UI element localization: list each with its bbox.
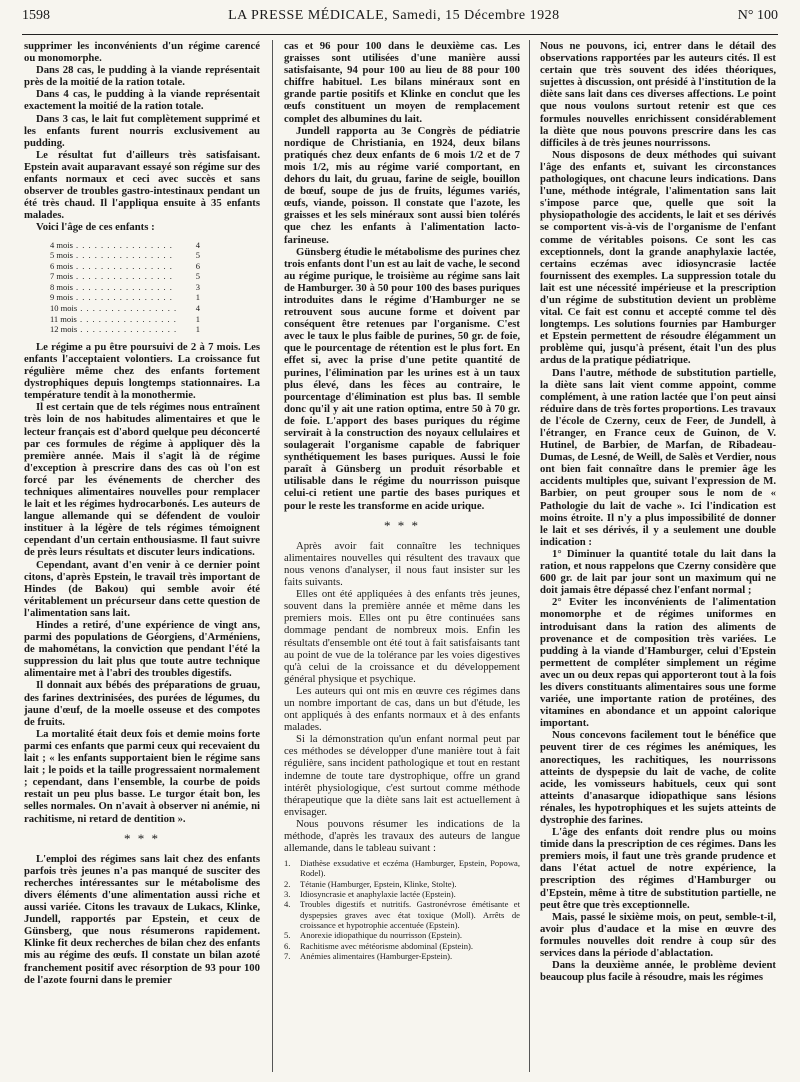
paragraph: Hindes a retiré, d'une expérience de vingt ans, parmi des populations de Géorgiens, d'Arméniens, de mahométans, la conviction que pendant l'été la suppression du lait plus que toute autre technique alimentaire met à l'abri des troubles digestifs.	[24, 619, 260, 680]
paragraph: Günsberg étudie le métabolisme des purines chez trois enfants dont l'un est au lait de vache, le second au régime purique, le troisième au régime sans lait de Hamburger. 30 à 50 pour 100 des bases puriques introduites dans le régime d'Hamburger ne se retrouvent sous aucune forme et doivent par conséquent être retenues par l'organisme. C'est avec le taux le plus faible de purines, 50 gr. de foie, que le pourcentage de rétention est le plus fort. En effet si, avec la prise d'une petite quantité de purines, l'élimination par les urines est à un taux plus élevé, dans les fèces au contraire, le pourcentage d'élimination est plus bas. Il semble donc qu'il y ait une ration optima, entre 50 à 70 gr. de foie. L'apport des bases puriques du régime servirait à la construction des noyaux cellulaires et soulagerait l'organisme capable de fabriquer synthétiquement les bases puriques. Aussi le foie paraît à Günsberg un produit résorbable et utilisable dans le régime du nourrisson puisque celui-ci retient une partie des bases puriques et pour le reste les transforme en acide urique.	[284, 245, 520, 512]
paragraph: Voici l'âge de ces enfants :	[36, 221, 155, 234]
age-row	[50, 250, 200, 261]
age-row	[50, 314, 200, 325]
paragraph: Dans 3 cas, le lait fut complètement supprimé et les enfants furent nourris exclusivement au pudding.	[24, 112, 260, 149]
age-label: 6 mois . . .	[50, 261, 188, 272]
item-number: 6.	[284, 940, 291, 951]
list-item	[284, 930, 520, 940]
paragraph: Nous pouvons résumer les indications de la méthode, d'après les travaux des auteurs de langue allemande, dans le tableau suivant :	[284, 817, 520, 855]
age-label: 11 mois . . .	[50, 314, 188, 325]
section-separator: * * *	[384, 517, 420, 533]
section-separator: * * *	[124, 830, 160, 846]
page-header	[22, 8, 778, 32]
paragraph: Si la démonstration qu'un enfant normal peut par ces méthodes se développer d'une manière tout à fait régulière, sans incident pathologique et tout en restant indemne de toute tare dystrophique, offre un grand intérêt physiologique, c'est surtout comme méthode thérapeutique que la diète sans lait est actuellement à envisager.	[284, 733, 520, 818]
paragraph: supprimer les inconvénients d'un régime carencé ou monomorphe.	[24, 40, 260, 65]
column-divider	[529, 40, 530, 1072]
age-row	[50, 261, 200, 272]
age-label: 10 mois . . .	[50, 303, 188, 314]
page-number: 1598	[22, 8, 50, 23]
age-count: 3	[195, 281, 200, 292]
paragraph: Nous disposons de deux méthodes qui suivant l'âge des enfants et, suivant les circonstances pathologiques, ont chacune leurs indications. Dans l'une, méthode intégrale, l'alimentation sans lait s'impose parce que, quelle que soit la physiopathologie des accidents, le lait et ses dérivés se comportent vis-à-vis de l'organisme de l'enfant comme de véritables poisons. Ce sont les cas exceptionnels, dont la grande anaphylaxie lactée, certains eczémas avec idiosyncrasie lactée fournissent des exemples. La suppression totale du lait est une nécessité impérieuse et la prescription d'un régime de substitution devient un problème vital. Ce fait est connu et accepté comme tel dès longtemps. Les solutions fournies par Hamburger et Epstein permettent de résoudre élégamment un problème qui, jusqu'à présent, était l'un des plus ardus de la pratique pédiatrique.	[540, 148, 776, 367]
age-row	[50, 282, 200, 293]
age-count: 1	[195, 292, 200, 303]
list-item	[284, 858, 520, 879]
paragraph: Dans l'autre, méthode de substitution partielle, la diète sans lait vient comme appoint, comme complément, à une ration lactée que l'on peut ainsi réduire dans de très fortes proportions. Les travaux de l'école de Czerny, ceux de Feer, de Jundell, à l'étranger, en France ceux de Guinon, de V. Hutinel, de Barbier, de Marfan, de Ribadeau-Dumas, de Lesné, de Weill, de Salès et Verdier, nous ont bien fait connaître dans le premier âge les accidents multiples que, suivant l'expression de M. Barbier, on peut grouper sous le nom de « Pathologie du lait de vache ». Ici l'indication est moins étroite. Il n'y a plus impossibilité de donner le lait et ses dérivés, il y a seulement une double indication :	[540, 366, 776, 548]
paragraph: Dans 28 cas, le pudding à la viande représentait près de la moitié de la ration totale.	[24, 64, 260, 89]
column-2	[284, 40, 520, 961]
paragraph: Il est certain que de tels régimes nous entraînent très loin de nos habitudes alimentaires et que le lecteur français est d'abord quelque peu déconcerté par ces formules de régime à appliquer dès la première année. Mais il s'agit là de régime d'exception à prescrire dans des cas où l'on est forcé par les événements de chercher des techniques alimentaires nouvelles pour remplacer le lait et les régimes hydrocarbonés. Les auteurs de langue allemande qui se défendent de vouloir instituer à la légère de tels régimes témoignent cependant d'un certain enthousiasme. Il faut suivre de près leurs résultats et discuter leurs indications.	[24, 401, 260, 559]
item-number: 1.	[284, 858, 291, 869]
item-text: Idiosyncrasie et anaphylaxie lactée (Epstein).	[300, 889, 456, 900]
item-text: Rachitisme avec météorisme abdominal (Epstein).	[300, 940, 474, 951]
age-row	[50, 303, 200, 314]
paragraph: Il donnait aux bébés des préparations de gruau, des farines dextrinisées, des purées de légumes, du jaune d'œuf, de la moelle osseuse et des compotes de fruits.	[24, 679, 260, 728]
column-3	[540, 40, 776, 983]
list-item	[284, 899, 520, 930]
age-count: 4	[195, 239, 200, 250]
age-label: 5 mois . . .	[50, 250, 188, 261]
age-count: 1	[195, 324, 200, 335]
age-count: 5	[195, 250, 200, 261]
age-count: 6	[195, 260, 200, 271]
age-label: 9 mois . . .	[50, 292, 188, 303]
item-text: Anémies alimentaires (Hamburger-Epstein).	[300, 950, 453, 961]
age-table	[50, 240, 260, 335]
list-item	[284, 879, 520, 889]
age-row	[50, 324, 200, 335]
item-text: Diathèse exsudative et eczéma (Hamburger, Epstein, Popowa, Rodel).	[300, 858, 520, 879]
paragraph: Cependant, avant d'en venir à ce dernier point citons, d'après Epstein, le travail très important de Hindes (de Bakou) qui semble avoir été véritablement un précurseur dans cette question de l'alimentation sans lait.	[24, 558, 260, 619]
paragraph: La mortalité était deux fois et demie moins forte parmi ces enfants que parmi ceux qui recevaient du lait ; « les enfants supportaient bien le régime sans lait ; le poids et la taille progressaient normalement ; cependant, dans l'ensemble, la courbe de poids restait un peu plus basse. Le turgor était bon, les selles normales. On n'avait à observer ni anémie, ni rachitisme, ni retard de dentition ».	[24, 727, 260, 825]
paragraph: cas et 96 pour 100 dans le deuxième cas. Les graisses sont utilisées d'une manière aussi satisfaisante, 94 pour 100 au lieu de 88 pour 100 chiffre habituel. Les bilans minéraux sont en grande partie positifs et Klinke en conclut que les œufs constituent un moyen de remplacement complet des albumines du lait.	[284, 40, 520, 125]
publication-title: LA PRESSE MÉDICALE, Samedi, 15 Décembre 1928	[228, 8, 560, 23]
paragraph: Nous ne pouvons, ici, entrer dans le détail des observations rapportées par les auteurs cités. Il est certain que très souvent des idées théoriques, sujettes à discussion, ont présidé à l'institution de la diète sans lait dans ces diverses affections. Le point que nous voulons surtout retenir est que ces formules nouvelles enrichissent considérablement la diète que nous pouvons prescrire dans les cas difficiles à de très jeunes nourrissons.	[540, 40, 776, 149]
age-count: 5	[195, 271, 200, 282]
list-item	[284, 889, 520, 899]
list-item	[284, 951, 520, 961]
paragraph: Nous concevons facilement tout le bénéfice que peuvent tirer de ces régimes les anémiques, les anorectiques, les rachitiques, les nourrissons atteints de dyspepsie du lait de vache, de colite acide, les vomisseurs habituels, ceux qui sont atteints d'anasarque idiopathique sans lésions rénales, les hypotrophiques et les sujets atteints de dystrophie des farines.	[540, 729, 776, 826]
paragraph: Elles ont été appliquées à des enfants très jeunes, souvent dans la première année et même dans les premiers mois. Elles ont pu être continuées sans dommage pendant de nombreux mois. Enfin les résultats d'ensemble ont été tout à fait satisfaisants tant au point de vue de la tolérance par les voies digestives qu'à celui de la croissance et du développement général physique et psychique.	[284, 588, 520, 685]
age-label: 4 mois . . .	[50, 240, 188, 251]
item-number: 7.	[284, 950, 291, 961]
column-1	[24, 40, 260, 986]
item-text: Tétanie (Hamburger, Epstein, Klinke, Stolte).	[300, 878, 457, 889]
paragraph: Le régime a pu être poursuivi de 2 à 7 mois. Les enfants l'acceptaient volontiers. La croissance fut régulière même chez des enfants fortement dystrophiques depuis longtemps stationnaires. La température tendit à la monothermie.	[24, 340, 260, 402]
item-number: 5.	[284, 930, 291, 941]
age-label: 7 mois . . .	[50, 271, 188, 282]
paragraph: Jundell rapporta au 3e Congrès de pédiatrie nordique de Christiania, en 1924, deux bilans pratiqués chez deux enfants de 6 mois 1/2 et de 7 mois 1/2, mis au régime varié comportant, en dehors du lait, du gruau, farine de seigle, bouillon de bœuf, soupe de jus de fruits, légumes variés, œufs, viande, poisson. Il constate que l'azote, les graisses et les sels minéraux sont aussi bien tolérés que chez les enfants à l'alimentation lacto-farineuse.	[284, 124, 520, 246]
item-number: 2.	[284, 878, 291, 889]
age-row	[50, 292, 200, 303]
paragraph: Les auteurs qui ont mis en œuvre ces régimes dans un nombre important de cas, dans un but d'étude, les ont appliqués à des enfants normaux et à des enfants malades.	[284, 684, 520, 734]
age-row	[50, 240, 200, 251]
item-text: Troubles digestifs et nutritifs. Gastronévrose émétisante et dyspepsies graves avec état toxique (Moll). Arrêts de croissance et hypotrophie accentuée (Epstein).	[300, 899, 520, 930]
age-label: 12 mois . . .	[50, 324, 188, 335]
paragraph: Dans 4 cas, le pudding à la viande représentait exactement la moitié de la ration totale.	[24, 88, 260, 113]
age-row	[50, 271, 200, 282]
item-text: Anorexie idiopathique du nourrisson (Epstein).	[300, 930, 463, 941]
paragraph: Après avoir fait connaître les techniques alimentaires nouvelles qui résultent des travaux que nous venons d'analyser, il nous faut insister sur les faits suivants.	[284, 539, 520, 589]
column-divider	[272, 40, 273, 1072]
item-number: 3.	[284, 889, 291, 900]
list-item	[284, 941, 520, 951]
paragraph: 1° Diminuer la quantité totale du lait dans la ration, et nous rappelons que Czerny considère que 600 gr. de lait par jour sont un maximum qui ne doit jamais être dépassé chez l'enfant normal ;	[540, 547, 776, 597]
paragraph: L'âge des enfants doit rendre plus ou moins timide dans la prescription de ces régimes. Dans les premiers mois, il faut une très grande prudence et dans l'état actuel de notre expérience, la prescription des régimes d'Hamburger ou d'Epstein, même à titre de substitution partielle, ne peut être que très exceptionnelle.	[540, 826, 776, 911]
age-count: 4	[195, 303, 200, 314]
header-rule	[22, 34, 778, 35]
paragraph: Mais, passé le sixième mois, on peut, semble-t-il, avoir plus d'audace et la mise en œuvre des formules nouvelles doit rendre à coup sûr des services dans la période d'ablactation.	[540, 910, 776, 960]
age-label: 8 mois . . .	[50, 282, 188, 293]
paragraph: Le résultat fut d'ailleurs très satisfaisant. Epstein avait auparavant essayé son régime sur des enfants normaux et ceci avec succès et sans observer de troubles gastro-intestinaux pendant un été très chaud. Il l'appliqua ensuite à 35 enfants malades.	[24, 148, 260, 222]
paragraph: 2° Eviter les inconvénients de l'alimentation monomorphe et de régimes uniformes en introduisant dans la ration des aliments de provenance et de composition très variées. Le pudding à la viande d'Hamburger, celui d'Epstein permettent de compléter simplement un régime avec un ou deux repas qui apporteront tout à la fois les divers constituants alimentaires sous une forme variée, une importante ration de protéines, des vitamines en abondance et un appoint calorique important.	[540, 596, 776, 730]
age-count: 1	[195, 313, 200, 324]
indications-list	[284, 858, 520, 961]
item-number: 4.	[284, 899, 291, 910]
paragraph: Dans la deuxième année, le problème devient beaucoup plus facile à résoudre, mais les régimes	[540, 959, 776, 984]
paragraph: L'emploi des régimes sans lait chez des enfants parfois très jeunes n'a pas manqué de susciter des recherches intéressantes sur le métabolisme des divers éléments d'une alimentation aussi riche et aussi variée. Citons les travaux de Lukacs, Klinke, Jundell, rapportés par Epstein, et ceux de Günsberg, que nous résumerons rapidement. Klinke fit deux recherches de bilan chez des enfants mis au régime des œufs. Il constate un bilan azoté franchement positif avec résorption de 93 pour 100 de l'azote fourni dans le premier	[24, 852, 260, 986]
issue-number: N° 100	[737, 8, 778, 23]
